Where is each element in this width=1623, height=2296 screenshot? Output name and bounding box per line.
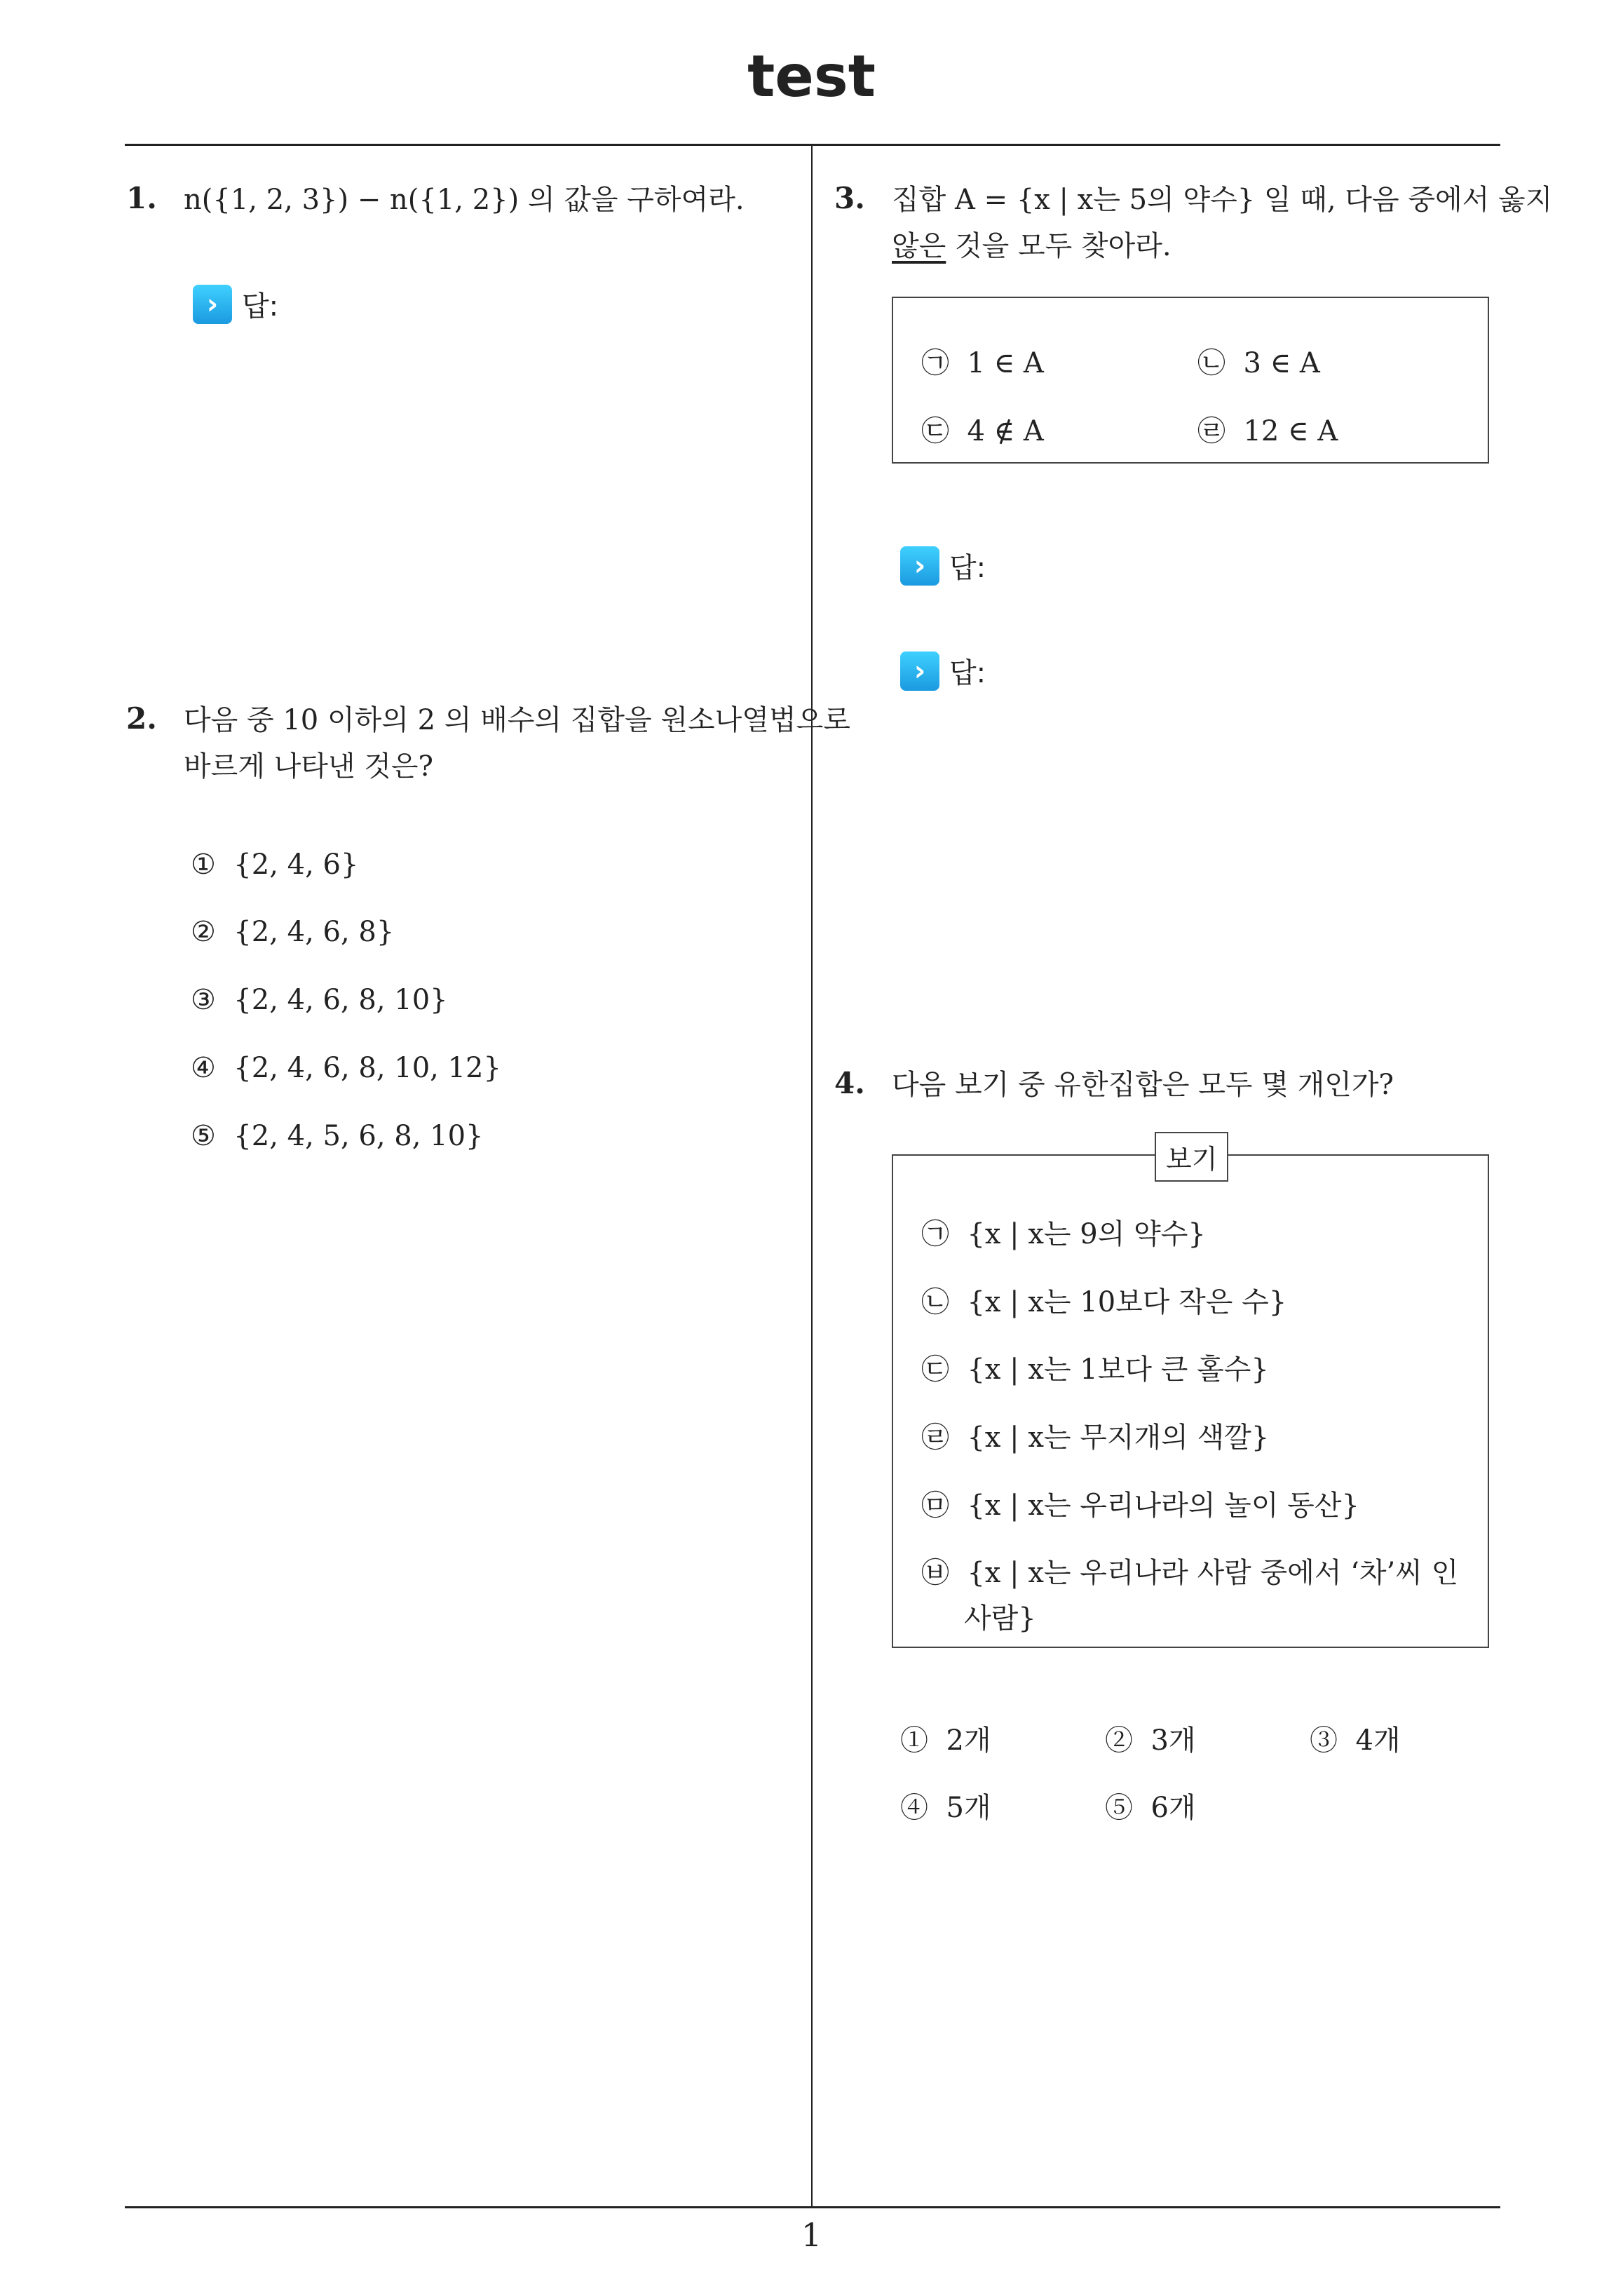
- option-text: {2, 4, 5, 6, 8, 10}: [233, 1120, 484, 1152]
- q2-option-2[interactable]: [191, 916, 394, 948]
- option-text: 5개: [946, 1792, 991, 1824]
- q4-item-6-continuation: 사람}: [964, 1602, 1036, 1635]
- q4-item-4: [921, 1415, 1269, 1455]
- option-mark: ②: [191, 916, 216, 948]
- item-mark: ㉥: [921, 1557, 949, 1589]
- q1-text: n({1, 2, 3}) − n({1, 2}) 의 값을 구하여라.: [184, 184, 745, 216]
- item-text: 12 ∈ A: [1243, 415, 1338, 447]
- q4-item-1: [921, 1212, 1206, 1252]
- q4-item-3: [921, 1347, 1269, 1387]
- item-mark: ㉤: [921, 1490, 949, 1522]
- q3-answer-line-2[interactable]: [900, 651, 986, 691]
- item-text: {x | x는 10보다 작은 수}: [967, 1286, 1287, 1318]
- option-mark: ④: [191, 1052, 216, 1084]
- q3-number: 3.: [834, 181, 865, 215]
- item-mark: ㉡: [1197, 347, 1225, 379]
- q2-option-4[interactable]: [191, 1052, 501, 1084]
- q4-text: 다음 보기 중 유한집합은 모두 몇 개인가?: [892, 1069, 1394, 1101]
- chevron-right-icon: ›: [193, 285, 232, 324]
- chevron-right-icon: ›: [900, 546, 939, 586]
- q3-item-4: [1197, 409, 1338, 449]
- item-mark: ㉢: [921, 415, 949, 447]
- q4-item-6: [921, 1551, 1458, 1591]
- q3-answer-line-1[interactable]: [900, 546, 986, 586]
- column-divider: [811, 145, 813, 2207]
- q4-item-5: [921, 1483, 1359, 1523]
- q3-text-line1: 집합 A = {x | x는 5의 약수} 일 때, 다음 중에서 옳지: [892, 184, 1553, 216]
- item-mark: ㉡: [921, 1286, 949, 1318]
- item-text: {x | x는 9의 약수}: [967, 1218, 1206, 1250]
- q4-bogi-label: 보기: [1155, 1132, 1228, 1182]
- option-text: {2, 4, 6, 8}: [233, 916, 395, 948]
- answer-label: 답:: [949, 552, 986, 584]
- q4-item-2: [921, 1280, 1286, 1320]
- bottom-rule: [125, 2206, 1500, 2208]
- item-text: 3 ∈ A: [1243, 347, 1320, 379]
- option-mark: ②: [1105, 1724, 1133, 1757]
- item-mark: ㉣: [921, 1422, 949, 1454]
- q4-option-2[interactable]: [1105, 1718, 1196, 1758]
- q3-item-1: [921, 341, 1044, 381]
- page-number: 1: [801, 2216, 822, 2254]
- q2-text-line1: 다음 중 10 이하의 2 의 배수의 집합을 원소나열법으로: [184, 704, 850, 736]
- item-text: 1 ∈ A: [967, 347, 1044, 379]
- option-text: 3개: [1150, 1724, 1196, 1757]
- page-title: test: [747, 43, 876, 110]
- item-text: {x | x는 1보다 큰 홀수}: [967, 1353, 1269, 1386]
- option-text: 6개: [1150, 1792, 1196, 1824]
- option-text: 2개: [946, 1724, 991, 1757]
- option-mark: ③: [1310, 1724, 1338, 1757]
- q4-number: 4.: [834, 1066, 865, 1100]
- item-text: 4 ∉ A: [967, 415, 1044, 447]
- answer-label: 답:: [242, 290, 279, 323]
- option-mark: ⑤: [1105, 1792, 1133, 1824]
- q4-option-5[interactable]: [1105, 1785, 1196, 1825]
- item-text: {x | x는 우리나라 사람 중에서 ‘차’씨 인: [967, 1557, 1459, 1589]
- chevron-right-icon: ›: [900, 651, 939, 691]
- q3-text-line2: [892, 223, 1172, 269]
- option-text: {2, 4, 6, 8, 10, 12}: [233, 1052, 501, 1084]
- item-mark: ㉣: [1197, 415, 1225, 447]
- q4-option-1[interactable]: [900, 1718, 991, 1758]
- answer-label: 답:: [949, 657, 986, 689]
- option-mark: ①: [191, 849, 216, 881]
- q2-text-line2: 바르게 나타낸 것은?: [184, 750, 433, 783]
- option-text: {2, 4, 6, 8, 10}: [233, 984, 448, 1016]
- q3-underlined-word: 않은: [892, 230, 946, 262]
- q2-number: 2.: [126, 701, 157, 736]
- item-mark: ㉠: [921, 1218, 949, 1250]
- q4-option-4[interactable]: [900, 1785, 991, 1825]
- q1-answer-line[interactable]: [193, 284, 278, 324]
- q3-item-3: [921, 409, 1044, 449]
- q1-number: 1.: [126, 181, 157, 215]
- q3-item-2: [1197, 341, 1320, 381]
- item-text: {x | x는 무지개의 색깔}: [967, 1422, 1270, 1454]
- option-mark: ①: [900, 1724, 928, 1757]
- option-mark: ④: [900, 1792, 928, 1824]
- q4-option-3[interactable]: [1310, 1718, 1401, 1758]
- option-mark: ⑤: [191, 1120, 216, 1152]
- top-rule: [125, 144, 1500, 146]
- q3-text-line2-rest: 것을 모두 찾아라.: [946, 230, 1172, 262]
- option-text: 4개: [1355, 1724, 1401, 1757]
- q2-option-3[interactable]: [191, 984, 448, 1016]
- option-mark: ③: [191, 984, 216, 1016]
- q2-option-5[interactable]: [191, 1120, 484, 1152]
- item-text: {x | x는 우리나라의 놀이 동산}: [967, 1490, 1359, 1522]
- q2-option-1[interactable]: [191, 849, 358, 881]
- item-mark: ㉠: [921, 347, 949, 379]
- item-mark: ㉢: [921, 1353, 949, 1386]
- option-text: {2, 4, 6}: [233, 849, 359, 881]
